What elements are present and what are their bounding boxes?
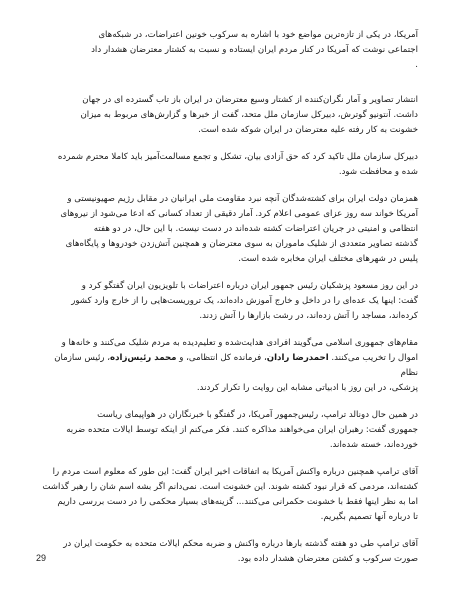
person-name: احمدرضا رادان	[266, 353, 329, 363]
paragraph-6: مقام‌های جمهوری اسلامی می‌گویند افرادی هدایت‌شده و تعلیم‌دیده به مردم شلیک می‌کنند و خانه‌ها و اموال را تخریب می‌کنند. احمدرضا رادان، فرمانده کل انتظامی، و محمد رئیس‌زاده، رئیس سازمان نظام پزشکی، در این روز با ادبیاتی مشابه این روایت را تکرار کردند.	[54, 338, 418, 393]
person-name: محمد رئیس‌زاده	[110, 353, 177, 363]
paragraph-9: آقای ترامپ طی دو هفته گذشته بارها درباره واکنش و ضربه محکم ایالات متحده به حکومت ایران در صورت سرکوب و کشتن معترضان هشدار داده بود.	[63, 539, 418, 564]
paragraph-8: آقای ترامپ همچنین درباره واکنش آمریکا به اتفاقات اخیر ایران گفت: این طور که معلوم است مردم را کشته‌اند، مردمی که قرار نبود کشته شوند. این خشونت است. نمی‌دانم اگر بشه اسم شان را رهبر گذاشت اما به نظر اینها فقط با خشونت حکمرانی می‌کنند... گزینه‌های بسیار محکمی را در دست بررسی داریم تا درباره آنها تصمیم بگیریم.	[42, 467, 418, 522]
paragraph-1: آمریکا، در یکی از تازه‌ترین مواضع خود با اشاره به سرکوب خونین اعتراضات، در شبکه‌های اجتماعی نوشت که آمریکا در کنار مردم ایران ایستاده و نسبت به کشتار معترضان هشدار داد .	[91, 30, 418, 70]
paragraph-2: انتشار تصاویر و آمار نگران‌کننده از کشتار وسیع معترضان در ایران باز تاب گسترده ای در جهان داشت. آنتونیو گوترش، دبیرکل سازمان ملل متحد، گفت از خبرها و گزارش‌های مربوط به میزان خشونت به کار رفته علیه معترضان در ایران شوکه شده است.	[80, 95, 418, 135]
paragraph-7: در همین حال دونالد ترامپ، رئیس‌جمهور آمریکا، در گفتگو با خبرنگاران در هواپیمای ریاست جمهوری گفت: رهبران ایران می‌خواهند مذاکره کنند. فکر می‌کنم از اینکه توسط ایالات متحده ضربه خورده‌اند، خسته شده‌اند.	[66, 410, 418, 450]
document-body	[38, 28, 418, 577]
paragraph-5: در این روز مسعود پزشکیان رئیس جمهور ایران درباره اعتراضات با تلویزیون ایران گفتگو کرد و گفت: اینها یک عده‌ای را در داخل و خارج آموزش داده‌اند، یک تروریست‌هایی را از خارج وارد کشور کرده‌اند، مساجد را آتش زده‌اند، در رشت بازارها را آتش زدند.	[71, 281, 418, 321]
page-number: 29	[36, 553, 47, 563]
paragraph-4: همزمان دولت ایران برای کشته‌شدگان آنچه نبرد مقاومت ملی ایرانیان در مقابل رژیم صهیونیستی و آمریکا خواند سه روز عزای عمومی اعلام کرد. آمار دقیقی از تعداد کسانی که ادعا می‌شود از نیروهای انتظامی و امنیتی در جریان اعتراضات کشته شده‌اند در دست نیست. با این حال، در دو هفته گذشته تصاویر متعددی از شلیک ماموران به سوی معترضان و همچنین آتش‌زدن خودروها و پایگاه‌های پلیس در شهرهای مختلف ایران مخابره شده است.	[60, 194, 418, 264]
paragraph-3: دبیرکل سازمان ملل تاکید کرد که حق آزادی بیان، تشکل و تجمع مسالمت‌آمیز باید کاملا محترم شمرده شده و محافظت شود.	[57, 152, 418, 177]
